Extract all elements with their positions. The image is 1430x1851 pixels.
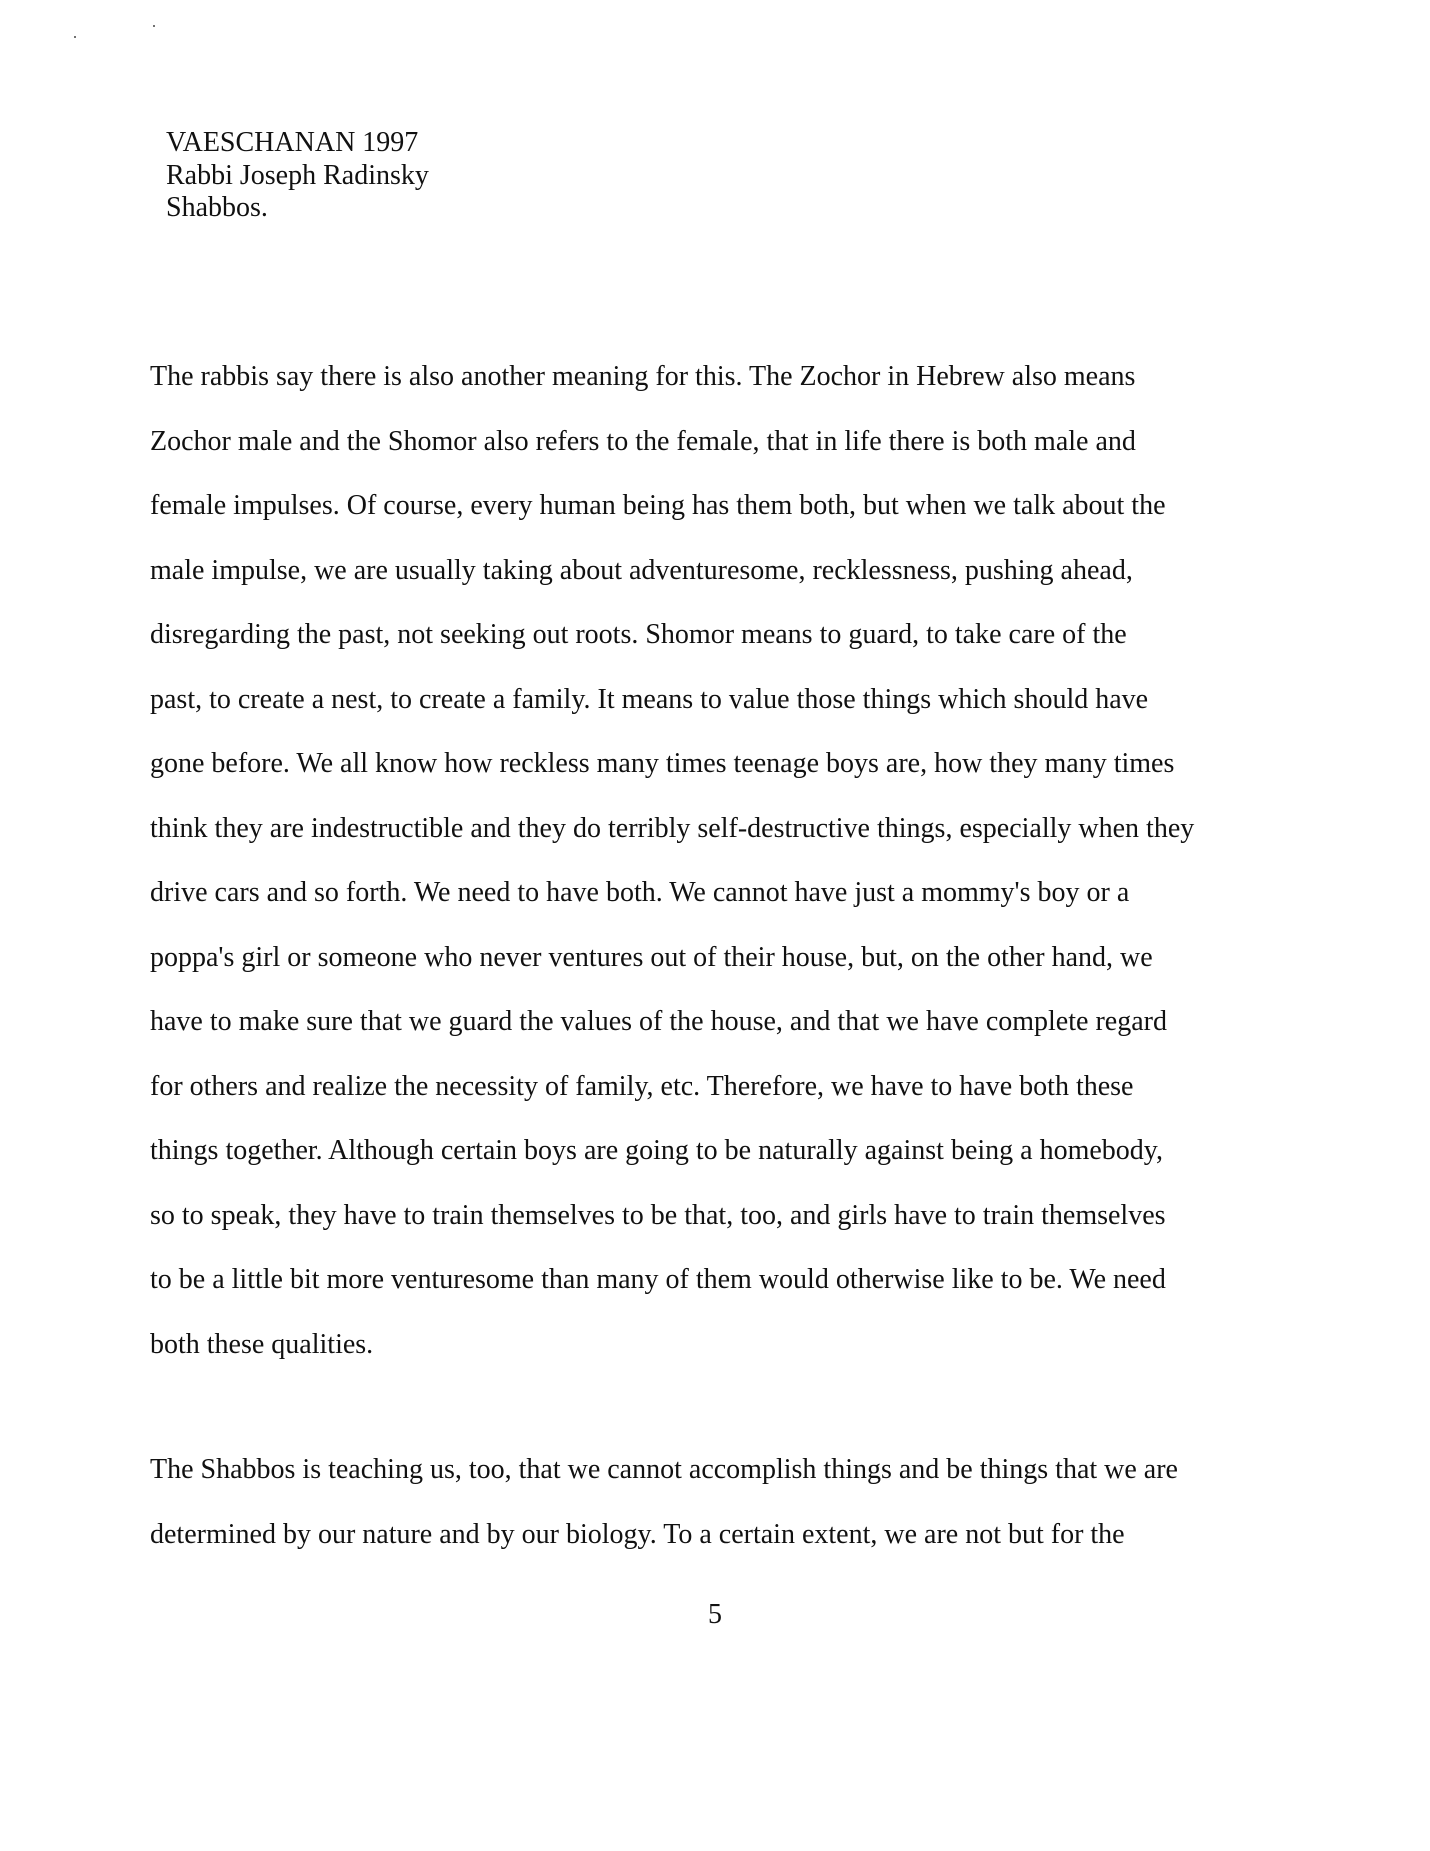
text-line: things together. Although certain boys are going to be naturally against being a homebody, [150,1135,1163,1166]
text-line: drive cars and so forth. We need to have both. We cannot have just a mommy's boy or a [150,877,1130,908]
document-author: Rabbi Joseph Radinsky [166,160,429,191]
text-line: male impulse, we are usually taking about adventuresome, recklessness, pushing ahead, [150,554,1133,586]
text-line: to be a little bit more venturesome than many of them would otherwise like to be. We need [150,1264,1166,1295]
document-title: VAESCHANAN 1997 [166,127,419,158]
text-line: think they are indestructible and they do terribly self-destructive things, especially when they [150,812,1195,844]
document-header [166,126,429,192]
text-line: so to speak, they have to train themselves to be that, too, and girls have to train themselves [150,1199,1166,1231]
text-line: past, to create a nest, to create a family. It means to value those things which should have [150,683,1149,715]
paragraph-2 [150,1438,1260,1567]
text-line: gone before. We all know how reckless many times teenage boys are, how they many times [150,748,1175,779]
scan-speck [153,25,155,27]
scan-speck [74,36,76,38]
text-line: The Shabbos is teaching us, too, that we cannot accomplish things and be things that we are [150,1454,1178,1485]
text-line: determined by our nature and by our biology. To a certain extent, we are not but for the [150,1518,1125,1550]
text-line: female impulses. Of course, every human being has them both, but when we talk about the [150,490,1166,521]
text-line: for others and realize the necessity of family, etc. Therefore, we have to have both these [150,1070,1134,1102]
text-line: poppa's girl or someone who never ventures out of their house, but, on the other hand, we [150,941,1153,973]
text-line: have to make sure that we guard the values of the house, and that we have complete regard [150,1006,1167,1037]
text-line: both these qualities. [150,1328,374,1360]
text-line: disregarding the past, not seeking out roots. Shomor means to guard, to take care of the [150,619,1127,650]
text-line: Zochor male and the Shomor also refers to the female, that in life there is both male and [150,425,1136,457]
document-subject: Shabbos. [166,192,268,223]
text-line: The rabbis say there is also another meaning for this. The Zochor in Hebrew also means [150,361,1136,392]
paragraph-1 [150,345,1260,1377]
page-number: 5 [708,1599,722,1630]
